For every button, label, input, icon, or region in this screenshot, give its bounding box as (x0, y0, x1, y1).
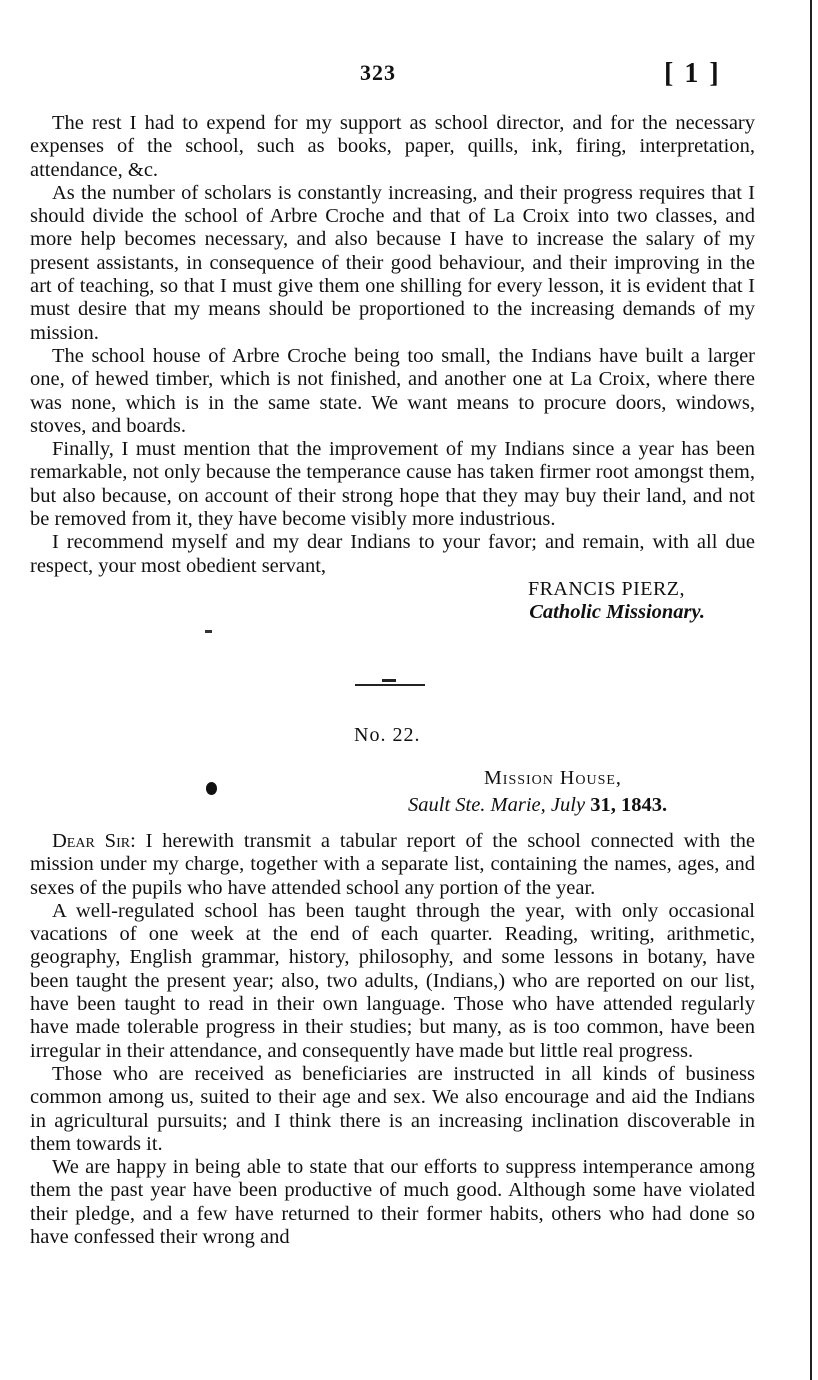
signature-title: Catholic Missionary. (529, 601, 705, 624)
section-divider (355, 684, 425, 686)
paragraph: The rest I had to expend for my support as school director, and for the necessary expenses of the school, such as books, paper, quills, ink, firing, interpretation, attendance, &c. (30, 112, 755, 181)
paragraph-text: I herewith transmit a tabular report of the school connected with the mission under my charge, together with a separate list, containing the names, ages, and sexes of the pupils who have attended school any portion of the year. (30, 830, 755, 899)
letter-place: Mission House, (484, 767, 622, 789)
salutation: Dear Sir: (52, 830, 136, 852)
paragraph: I recommend myself and my dear Indians to your favor; and remain, with all due respect, your most obedient servant, (30, 531, 755, 577)
paragraph: As the number of scholars is constantly increasing, and their progress requires that I should divide the school of Arbre Croche and that of La Croix into two classes, and more help becomes necessary, and also because I have to increase the salary of my present assistants, in consequence of their good behaviour, and their improving in the art of teaching, so that I must give them one shilling for every lesson, it is evident that I must desire that my means should be proportioned to the increasing demands of my mission. (30, 181, 755, 344)
page-header (0, 58, 818, 98)
paragraph: We are happy in being able to state that our efforts to suppress intemperance among them the past year have been productive of much good. Although some have violated their pledge, and a few have returned to their former habits, others who had done so have confessed their wrong and (30, 1156, 755, 1249)
page-number: 323 (360, 60, 396, 85)
document-reference: [ 1 ] (664, 58, 721, 89)
paragraph: Finally, I must mention that the improvement of my Indians since a year has been remarkable, not only because the temperance cause has taken firmer root amongst them, but also because, on account of their strong hope that they may buy their land, and not be removed from it, they have become visibly more industrious. (30, 438, 755, 531)
dateline-date: 31, 1843. (590, 794, 668, 816)
new-letter-body (30, 830, 755, 1249)
paragraph: Those who are received as beneficiaries are instructed in all kinds of business common among us, suited to their age and sex. We also encourage and aid the Indians in agricultural pursuits; and I think there is an increasing inclination discoverable in them towards it. (30, 1062, 755, 1155)
page-edge (810, 0, 812, 1380)
paragraph: The school house of Arbre Croche being too small, the Indians have built a larger one, of hewed timber, which is not finished, and another one at La Croix, where there was none, which is in the same state. We want means to procure doors, windows, stoves, and boards. (30, 344, 755, 437)
first-paragraph (30, 830, 755, 900)
previous-letter (30, 112, 755, 625)
dateline (408, 794, 667, 817)
ink-mark (205, 630, 212, 633)
paragraph: A well-regulated school has been taught through the year, with only occasional vacations of one week at the end of each quarter. Reading, writing, arithmetic, geography, English grammar, history, philosophy, and some lessons in botany, have been taught the present year; also, two adults, (Indians,) who are reported on our list, have been taught to read in their own language. Those who have attended regularly have made tolerable progress in their studies; but many, as is too common, have been irregular in their attendance, and consequently have made but little real progress. (30, 899, 755, 1062)
signature-name: FRANCIS PIERZ, (527, 577, 685, 600)
ink-blot (206, 782, 217, 795)
dateline-place: Sault Ste. Marie, July (408, 794, 586, 816)
section-number: No. 22. (354, 724, 421, 746)
divider-ornament (382, 679, 396, 682)
